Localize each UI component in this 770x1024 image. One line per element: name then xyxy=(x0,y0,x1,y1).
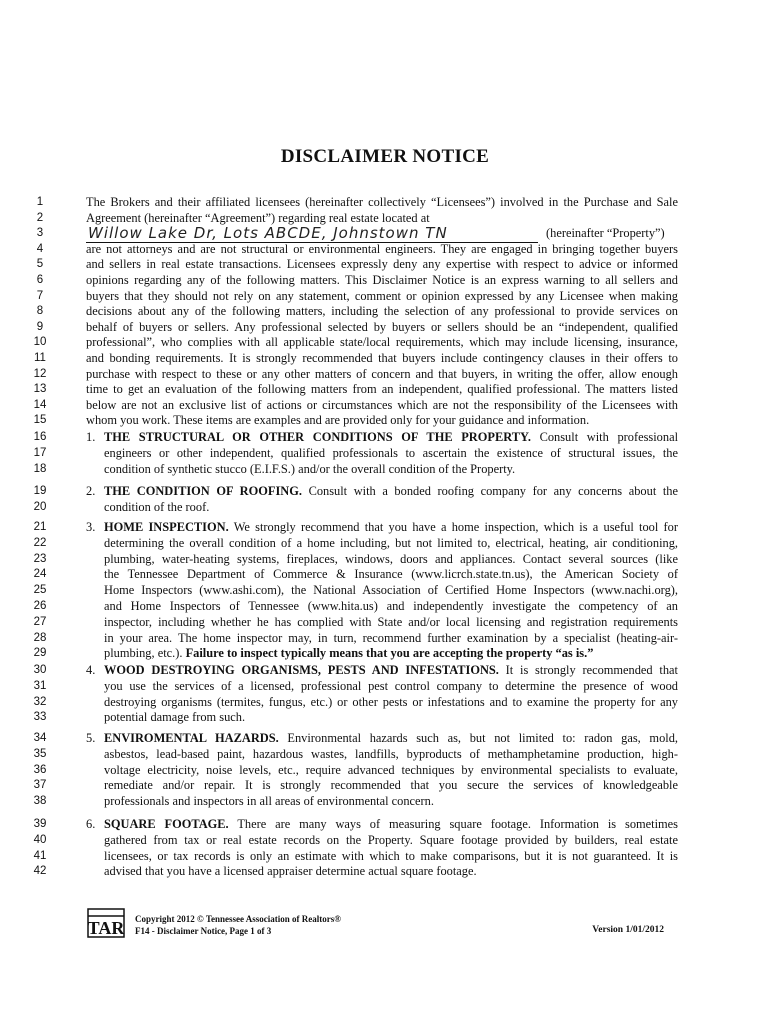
handwritten-address: Willow Lake Dr, Lots ABCDE, Johnstown TN xyxy=(88,224,448,243)
line-number: 31 xyxy=(33,679,47,692)
line-body: remediate and/or repair. It is strongly recommended that you secure the services of knowledgeable xyxy=(104,778,678,793)
line-body: opinions regarding any of the following matters. This Disclaimer Notice is an express warning to all sellers and xyxy=(86,273,678,287)
text-line xyxy=(0,861,770,881)
text-line xyxy=(0,707,770,727)
line-number: 6 xyxy=(36,274,44,286)
line-number: 40 xyxy=(33,833,47,846)
line-body: whom you work. These items are examples and are provided only for your guidance and information. xyxy=(86,413,590,428)
line-number: 34 xyxy=(33,732,47,744)
line-number: 21 xyxy=(33,521,47,533)
line-text xyxy=(104,459,678,479)
warning-text: Failure to inspect typically means that you are accepting the property “as is.” xyxy=(185,646,594,661)
line-number: 26 xyxy=(33,600,47,612)
section-heading: HOME INSPECTION. xyxy=(104,520,229,534)
text-line xyxy=(0,791,770,811)
text-line xyxy=(0,497,770,517)
copyright-text: Copyright 2012 © Tennessee Association of Realtors® xyxy=(135,914,341,924)
line-body: determining the overall condition of a home including, but not limited to, electrical, heating, air conditioning, xyxy=(104,535,678,550)
line-body: potential damage from such. xyxy=(104,710,246,725)
line-number: 36 xyxy=(33,763,47,776)
line-body: destroying organisms (termites, fungus, etc.) or other pests or infestations and to examine the property for any xyxy=(104,694,678,709)
line-body: condition of synthetic stucco (E.I.F.S.) and/or the overall condition of the Property. xyxy=(104,461,516,476)
line-number: 4 xyxy=(36,242,44,255)
footer-left xyxy=(135,913,341,937)
line-body: purchase with respect to these or any other matters of concern and that buyers, in writing the offer, allow enough xyxy=(86,366,678,381)
line-number: 12 xyxy=(33,367,47,380)
line-number: 7 xyxy=(36,289,44,302)
section-heading: ENVIROMENTAL HAZARDS. xyxy=(104,731,279,745)
line-number: 29 xyxy=(33,647,47,660)
line-body: plumbing, water-heating systems, fireplaces, windows, doors and appliances. Contact several sources (like xyxy=(104,551,678,566)
page-title: DISCLAIMER NOTICE xyxy=(280,146,490,167)
line-number: 42 xyxy=(33,865,47,878)
tar-logo xyxy=(86,907,126,939)
line-body: Agreement (hereinafter “Agreement”) regarding real estate located at xyxy=(86,210,430,225)
line-body: the Tennessee Department of Commerce & Insurance (www.licrch.state.tn.us), the American Society of xyxy=(104,567,678,582)
line-number: 17 xyxy=(33,446,47,459)
section-heading: THE STRUCTURAL OR OTHER CONDITIONS OF THE PROPERTY. xyxy=(104,430,531,444)
line-text xyxy=(104,497,678,517)
line-body: in your area. The home inspector may, in turn, recommend further examination by a specialist (heating-air- xyxy=(104,630,678,645)
line-body: behalf of buyers or sellers. Any professional selected by buyers or sellers should be an “independent, qualified xyxy=(86,319,678,334)
list-marker: 1. xyxy=(86,430,96,444)
line-body: We strongly recommend that you have a home inspection, which is a useful tool for xyxy=(233,520,678,534)
section-heading: THE CONDITION OF ROOFING. xyxy=(104,484,302,498)
list-marker: 2. xyxy=(86,484,96,498)
line-body: buyers that they should not rely on any statement, comment or opinion expressed by any Licensee when making xyxy=(86,288,678,303)
line-body: Consult with professional xyxy=(539,430,679,444)
property-label: (hereinafter “Property”) xyxy=(546,226,665,241)
line-text xyxy=(104,791,678,811)
text-line xyxy=(0,459,770,479)
line-body: below are not an exclusive list of actions or circumstances which are not the responsibility of the Licensees with xyxy=(86,397,678,412)
line-text xyxy=(104,861,678,881)
line-number: 25 xyxy=(33,584,47,597)
svg-text:TAR: TAR xyxy=(87,918,125,938)
line-number: 16 xyxy=(33,431,47,443)
line-number: 13 xyxy=(33,383,47,396)
line-body: and bonding requirements. It is strongly recommended that buyers include contingency clauses in their offers to xyxy=(86,351,678,365)
line-number: 22 xyxy=(33,536,47,549)
line-number: 38 xyxy=(33,795,47,808)
line-body: advised that you have a licensed appraiser determine actual square footage. xyxy=(104,864,477,879)
line-body: Consult with a bonded roofing company for any concerns about the xyxy=(308,484,678,498)
line-body: and sellers in real estate transactions. Licensees expressly deny any expertise with respect to advice or informed xyxy=(86,257,678,272)
line-number: 2 xyxy=(36,211,44,224)
line-body: you use the services of a licensed, professional pest control company to determine the presence of wood xyxy=(104,678,678,693)
line-body: licensees, or tax records is only an estimate with which to make comparisons, but it is not guaranteed. It is xyxy=(104,848,678,863)
line-number: 15 xyxy=(33,414,47,427)
line-body: professionals and inspectors in all areas of environmental concern. xyxy=(104,794,434,809)
line-body: plumbing, etc.). xyxy=(104,646,183,661)
line-number: 37 xyxy=(33,779,47,792)
line-number: 33 xyxy=(33,711,47,724)
line-body: There are many ways of measuring square footage. Information is sometimes xyxy=(237,817,679,831)
line-number: 5 xyxy=(36,258,44,271)
line-number: 30 xyxy=(33,664,47,676)
line-body: condition of the roof. xyxy=(104,499,210,514)
line-body: are not attorneys and are not structural or environmental engineers. They are engaged in bringing together buyers xyxy=(86,241,678,256)
line-number: 3 xyxy=(36,227,44,240)
line-number: 1 xyxy=(36,196,44,208)
line-body: Home Inspectors (www.ashi.com), the National Association of Certified Home Inspectors (www.nachi.org), xyxy=(104,583,678,598)
line-body: Environmental hazards such as, but not limited to: radon gas, mold, xyxy=(287,731,678,745)
line-body: engineers or other independent, qualified professionals to ascertain the existence of structural issues, the xyxy=(104,445,678,460)
line-number: 23 xyxy=(33,552,47,565)
line-text xyxy=(104,707,678,727)
line-number: 41 xyxy=(33,849,47,862)
line-number: 32 xyxy=(33,695,47,708)
line-number: 39 xyxy=(33,818,47,830)
line-number: 10 xyxy=(33,336,47,349)
line-number: 19 xyxy=(33,485,47,497)
line-body: gathered from tax or real estate records on the Property. Square footage provided by builders, real estate xyxy=(104,832,678,847)
line-body: It is strongly recommended that xyxy=(505,663,678,677)
list-marker: 6. xyxy=(86,817,96,831)
line-body: The Brokers and their affiliated licensees (hereinafter collectively “Licensees”) involved in the Purchase and Sale xyxy=(86,195,678,209)
line-body: inspector, including whether he has complied with State and/or local licensing and registration requirements xyxy=(104,614,678,629)
line-number: 9 xyxy=(36,320,44,333)
line-body: time to get an evaluation of the following matters from an independent, qualified professional. The matters listed xyxy=(86,382,678,397)
line-number: 11 xyxy=(34,352,46,364)
line-number: 28 xyxy=(33,631,47,644)
list-marker: 4. xyxy=(86,663,96,677)
section-heading: SQUARE FOOTAGE. xyxy=(104,817,229,831)
section-heading: WOOD DESTROYING ORGANISMS, PESTS AND INFESTATIONS. xyxy=(104,663,499,677)
line-number: 8 xyxy=(36,305,44,318)
line-body: voltage electricity, noise levels, etc., require advanced techniques by environmental specialists to evaluate, xyxy=(104,762,678,777)
line-body: professional”, who complies with all applicable state/local requirements, which may include licensing, insurance, xyxy=(86,335,678,350)
version-text: Version 1/01/2012 xyxy=(592,925,664,935)
page-footer xyxy=(86,911,686,941)
line-body: decisions about any of the following matters, including the selection of any professional to provide services on xyxy=(86,304,678,319)
line-number: 24 xyxy=(33,568,47,581)
line-body: and Home Inspectors of Tennessee (www.hita.us) and independently investigate the competency of an xyxy=(104,599,678,613)
line-number: 20 xyxy=(33,500,47,513)
line-body: asbestos, lead-based paint, hazardous wastes, landfills, byproducts of methamphetamine production, high- xyxy=(104,746,678,761)
list-marker: 5. xyxy=(86,731,96,745)
line-number: 14 xyxy=(33,398,47,411)
line-number: 18 xyxy=(33,462,47,475)
line-number: 27 xyxy=(33,615,47,628)
line-number: 35 xyxy=(33,747,47,760)
form-id-text: F14 - Disclaimer Notice, Page 1 of 3 xyxy=(135,926,272,936)
list-marker: 3. xyxy=(86,520,96,534)
